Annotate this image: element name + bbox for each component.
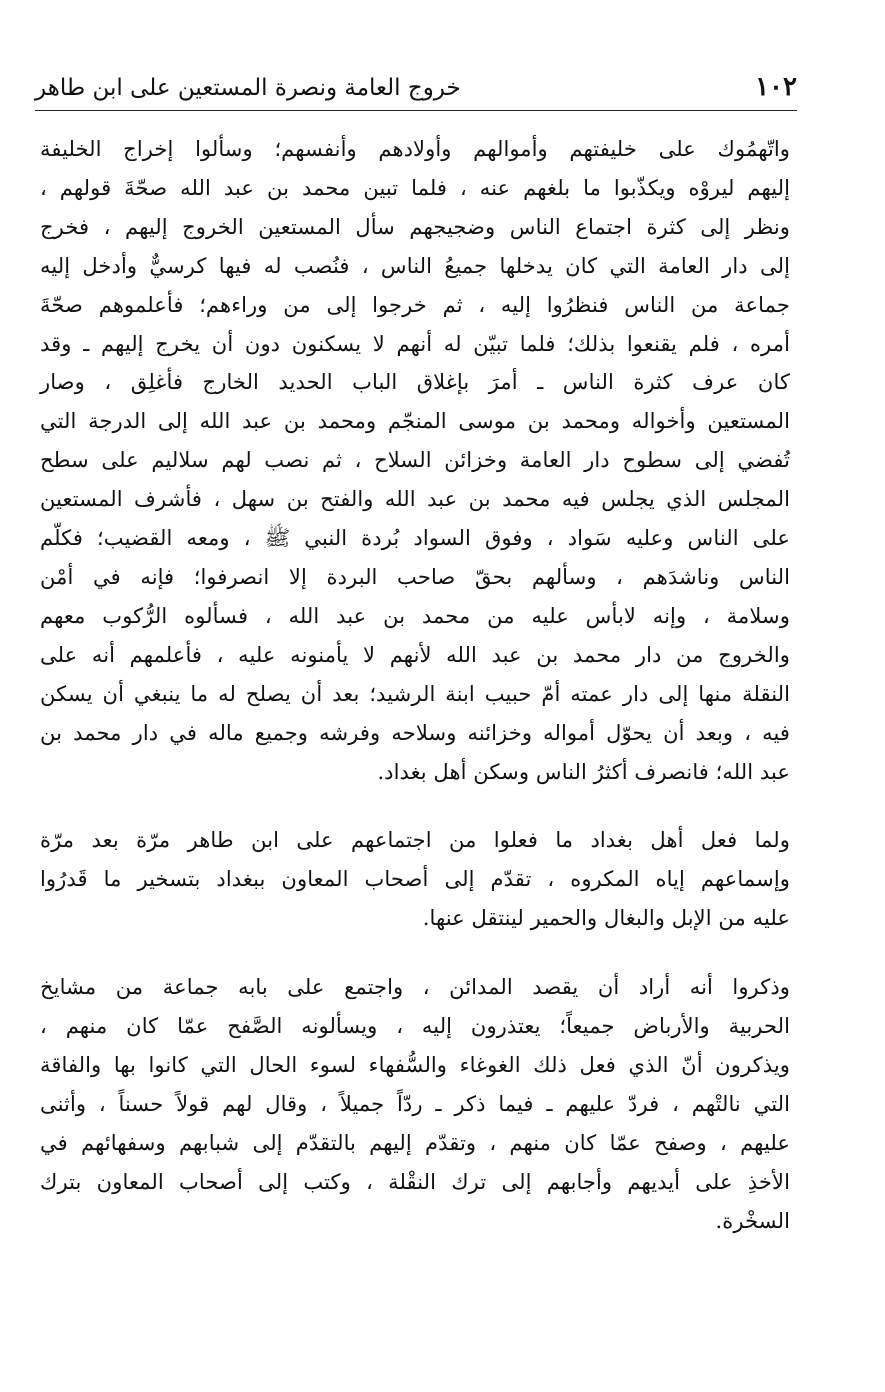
text-line: والخروج من دار محمد بن عبد الله لأنهم لا يأمنونه عليه ، فأعلمهم أنه على — [40, 641, 790, 667]
text-line: الحربية والأرباض جميعاً؛ يعتذرون إليه ، ويسألونه الصَّفح عمّا كان منهم ، — [40, 1013, 790, 1039]
text-line: تُفضي إلى سطوح دار العامة وخزائن السلاح ، ثم نصب لهم سلاليم على سطح — [40, 447, 790, 473]
running-header — [35, 70, 797, 111]
text-line: النقلة منها إلى دار عمته أمّ حبيب ابنة الرشيد؛ بعد أن يصلح له ما ينبغي أن يسكن — [40, 680, 790, 706]
text-line: وذكروا أنه أراد أن يقصد المدائن ، واجتمع على بابه جماعة من مشايخ — [40, 974, 790, 1000]
text-line: جماعة من الناس فنظرُوا إليه ، ثم خرجوا إلى من وراءهم؛ فأعلموهم صحّةَ — [40, 291, 790, 317]
text-line: عليهم ، وصفح عمّا كان منهم ، وتقدّم إليهم بالتقدّم إلى شبابهم وسفهائهم في — [40, 1129, 790, 1155]
text-line: واتّهمُوك على خليفتهم وأموالهم وأولادهم وأنفسهم؛ وسألوا إخراج الخليفة — [40, 136, 790, 161]
text-line: عبد الله؛ فانصرف أكثرُ الناس وسكن أهل بغداد. — [377, 758, 790, 784]
text-line: ويذكرون أنّ الذي فعل ذلك الغوغاء والسُّفهاء لسوء الحال التي كانوا بها والفاقة — [40, 1051, 790, 1077]
text-line: الناس وناشدَهم ، وسألهم بحقّ صاحب البردة إلا انصرفوا؛ فإنه في أمْن — [40, 563, 790, 589]
body-text — [40, 130, 790, 1240]
paragraph — [40, 821, 790, 938]
text-line: ونظر إلى كثرة اجتماع الناس وضجيجهم سأل المستعين الخروج إليهم ، فخرج — [40, 213, 790, 239]
text-line: وإسماعهم إياه المكروه ، تقدّم إلى أصحاب المعاون ببغداد بتسخير ما قَدرُوا — [40, 866, 790, 892]
text-line: التي نالتْهم ، فردّ عليهم ـ فيما ذكر ـ ردّاً جميلاً ، وقال لهم قولاً حسناً ، وأثنى — [40, 1090, 790, 1116]
text-line: ولما فعل أهل بغداد ما فعلوا من اجتماعهم على ابن طاهر مرّة بعد مرّة — [40, 827, 790, 853]
text-line: وسلامة ، وإنه لابأس عليه من محمد بن عبد الله ، فسألوه الرُّكوب معهم — [40, 602, 790, 628]
text-line: فيه ، وبعد أن يحوّل أمواله وخزائنه وسلاحه وفرشه وجميع ماله في دار محمد بن — [40, 719, 790, 745]
text-line: السخْرة. — [715, 1207, 790, 1233]
text-line: المجلس الذي يجلس فيه محمد بن عبد الله والفتح بن سهل ، فأشرف المستعين — [40, 486, 790, 512]
chapter-title: خروج العامة ونصرة المستعين على ابن طاهر — [35, 75, 461, 101]
text-line: إليهم ليروْه ويكذّبوا ما بلغهم عنه ، فلما تبين محمد بن عبد الله صحّةَ قولهم ، — [40, 174, 790, 200]
text-line: كان عرف كثرة الناس ـ أمرَ بإغلاق الباب الحديد الخارج فأغلِق ، وصار — [40, 369, 790, 395]
text-line: الأخذِ على أيديهم وأجابهم إلى ترك النقْلة ، وكتب إلى أصحاب المعاون بترك — [40, 1168, 790, 1194]
text-line: المستعين وأخواله ومحمد بن موسى المنجّم ومحمد بن عبد الله إلى الدرجة التي — [40, 408, 790, 434]
paragraph — [40, 130, 790, 791]
text-line: أمره ، فلم يقنعوا بذلك؛ فلما تبيّن له أنهم لا يسكنون دون أن يخرج إليهم ـ وقد — [40, 330, 790, 356]
text-line: إلى دار العامة التي كان يدخلها جميعُ الناس ، فنُصب له فيها كرسيٌّ وأدخل إليه — [40, 252, 790, 278]
text-line: عليه من الإبل والبغال والحمير لينتقل عنها. — [422, 905, 790, 931]
text-line: على الناس وعليه سَواد ، وفوق السواد بُردة النبي ﷺ ، ومعه القضيب؛ فكلّم — [40, 525, 790, 551]
page-number: ١٠٢ — [755, 72, 797, 102]
paragraph — [40, 968, 790, 1240]
